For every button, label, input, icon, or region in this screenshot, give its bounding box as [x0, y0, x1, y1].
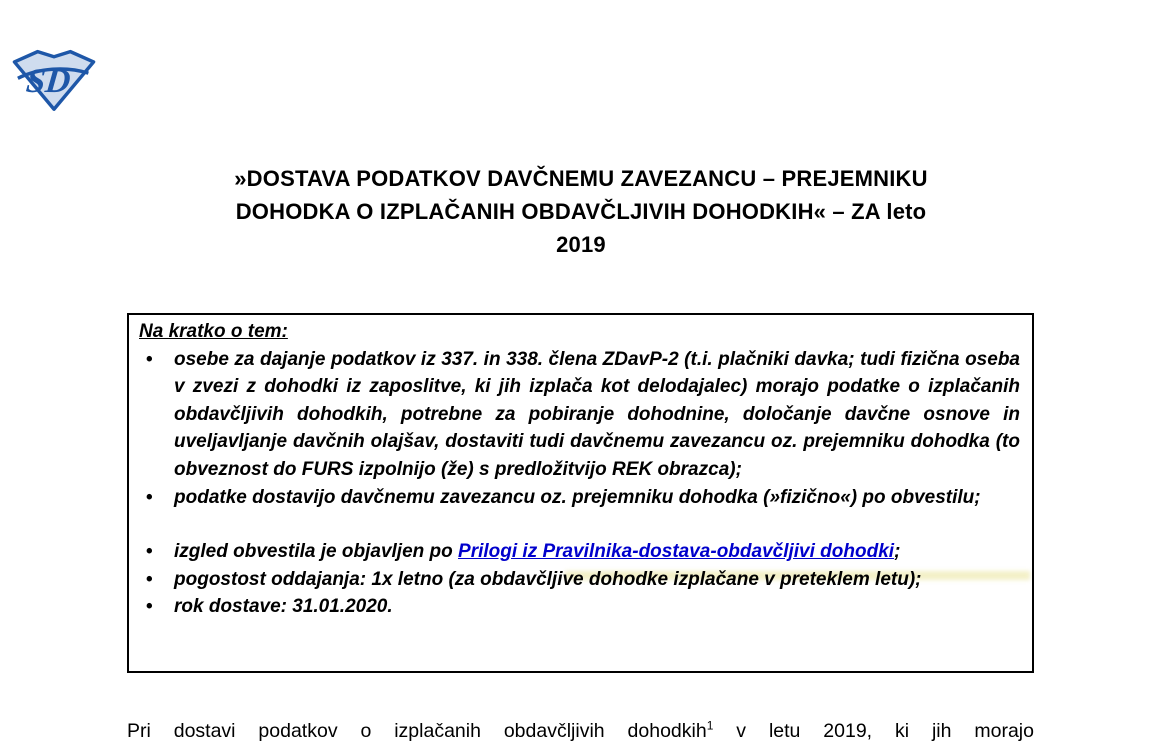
- title-line-1: »DOSTAVA PODATKOV DAVČNEMU ZAVEZANCU – PREJEMNIKU: [234, 166, 928, 191]
- bullet-3-suffix: ;: [894, 541, 901, 563]
- closing-paragraph-line: [127, 717, 1034, 743]
- bullet-icon: •: [146, 596, 153, 618]
- title-line-2: DOHODKA O IZPLAČANIH OBDAVČLJIVIH DOHODKIH« – ZA leto: [235, 199, 927, 224]
- summary-box: [127, 313, 1034, 673]
- bullet-icon: •: [146, 541, 153, 563]
- sd-shield-logo-graphic: [11, 47, 97, 113]
- logo-letters: SD: [24, 62, 73, 101]
- bullet-icon: •: [146, 486, 153, 508]
- bullet-item-1: [139, 346, 1020, 484]
- summary-heading: Na kratko o tem:: [139, 321, 288, 342]
- pravilnik-priloga-link[interactable]: Prilogi iz Pravilnika-dostava-obdavčljivi dohodki: [458, 541, 895, 563]
- bullet-item-3: [139, 538, 1020, 566]
- bullet-text-5: rok dostave: 31.01.2020.: [174, 596, 393, 618]
- bullet-text-3: [174, 538, 1020, 566]
- document-title: [126, 162, 1036, 261]
- bullet-text-4: pogostost oddajanja: 1x letno (za obdavčljive dohodke izplačane v preteklem letu);: [174, 568, 922, 590]
- closing-paragraph: [127, 717, 1034, 743]
- bullet-item-5: [139, 593, 1020, 621]
- bullet-3-prefix: izgled obvestila je objavljen po: [174, 541, 459, 563]
- closing-before-ref: Pri dostavi podatkov o izplačanih obdavčljivih dohodkih: [127, 720, 707, 742]
- title-line-3: 2019: [556, 232, 606, 257]
- bullet-icon: •: [146, 348, 153, 370]
- footnote-reference: 1: [706, 718, 714, 733]
- bullet-text-2: podatke dostavijo davčnemu zavezancu oz. prejemniku dohodka (»fizično«) po obvestilu;: [174, 486, 981, 508]
- bullet-item-2: [139, 484, 1020, 512]
- sd-shield-logo: [11, 47, 97, 113]
- bullet-item-4: [139, 566, 1020, 594]
- closing-after-ref: v letu 2019, ki jih morajo: [713, 720, 1034, 742]
- bullet-icon: •: [146, 568, 153, 590]
- bullet-text-1: osebe za dajanje podatkov iz 337. in 338. člena ZDavP-2 (t.i. plačniki davka; tudi fizična oseba v zvezi z dohodki iz zaposlitve, ki jih izplača kot delodajalec) morajo podatke o izplačanih obdavčljivih dohodkih, potrebne za pobiranje dohodnine, določanje davčne osnove in uveljavljanje davčnih olajšav, dostaviti tudi davčnemu zavezancu oz. prejemniku dohodka (to obveznost do FURS izpolnijo (že) s predložitvijo REK obrazca);: [174, 348, 1020, 480]
